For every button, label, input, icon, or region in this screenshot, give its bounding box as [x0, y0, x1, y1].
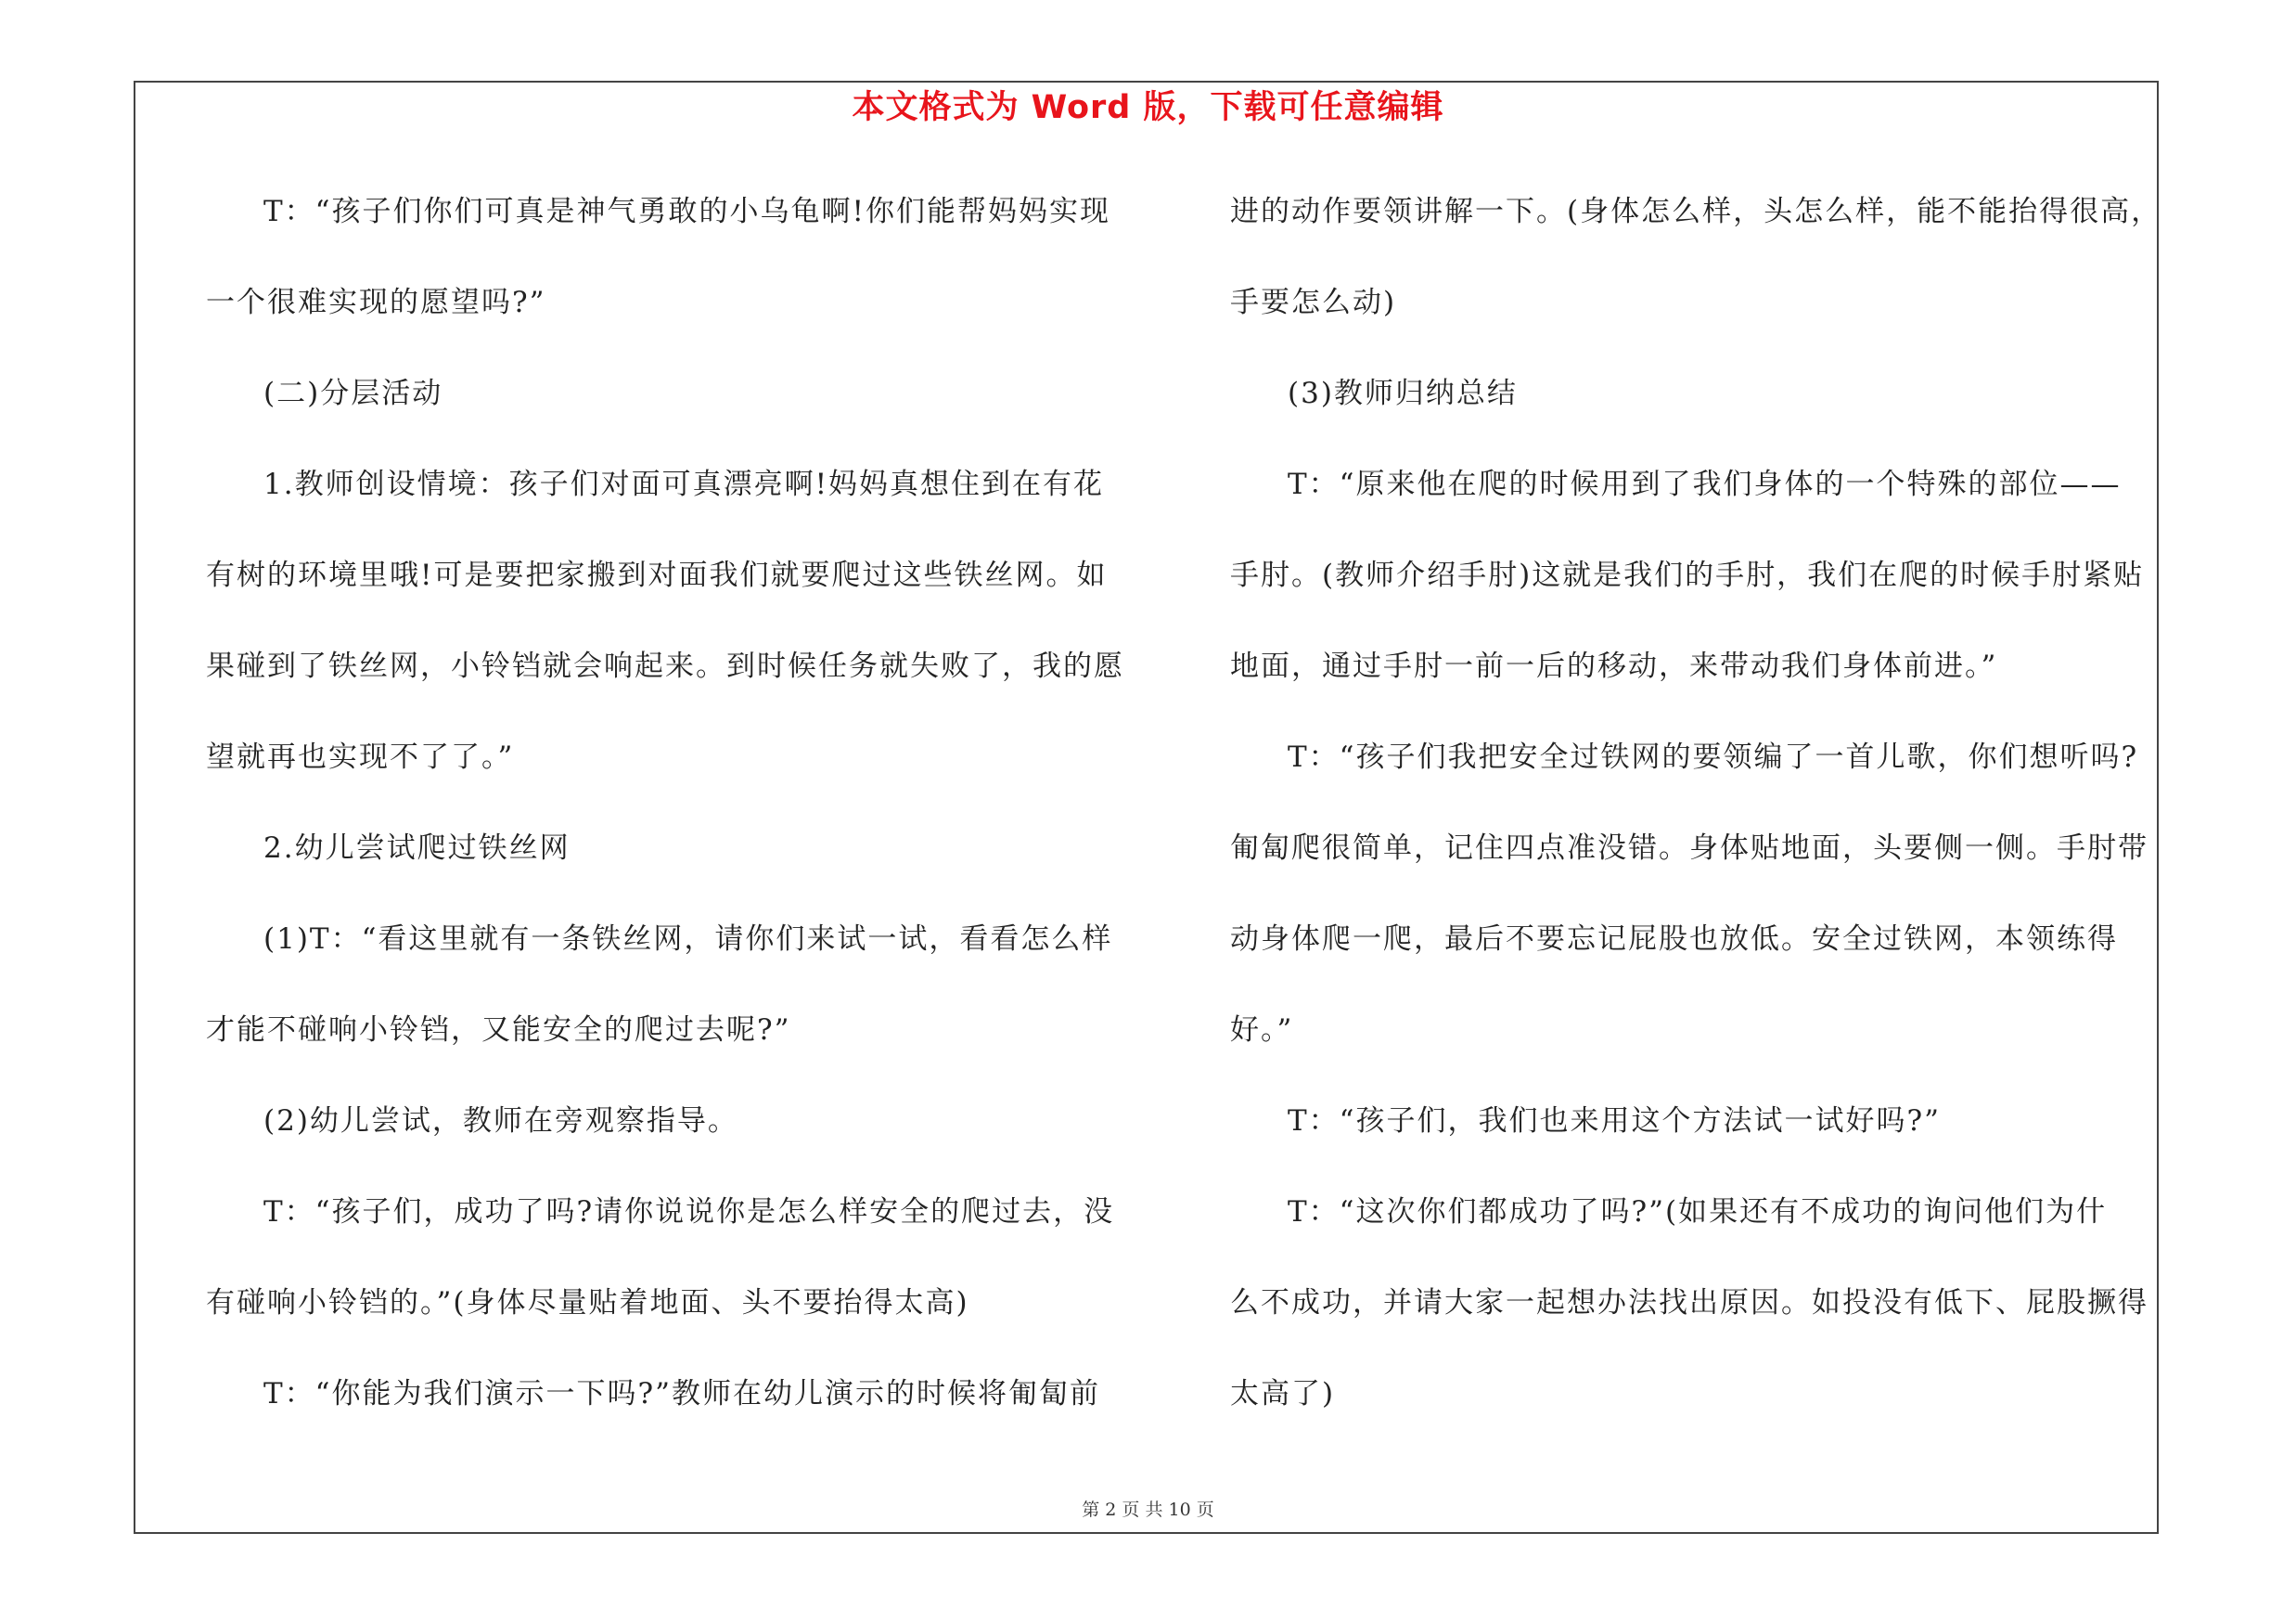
text-line: 地面，通过手肘一前一后的移动，来带动我们身体前进。” — [1230, 650, 1998, 683]
text-line: 一个很难实现的愿望吗?” — [206, 286, 546, 319]
text-line: T：“原来他在爬的时候用到了我们身体的一个特殊的部位—— — [1288, 468, 2122, 501]
text-line: 进的动作要领讲解一下。(身体怎么样，头怎么样，能不能抬得很高， — [1230, 195, 2162, 228]
text-line: T：“孩子们，我们也来用这个方法试一试好吗?” — [1288, 1104, 1941, 1138]
text-line: 有碰响小铃铛的。”(身体尽量贴着地面、头不要抬得太高) — [206, 1286, 969, 1320]
text-line: 好。” — [1230, 1013, 1294, 1047]
text-line: T：“孩子们，成功了吗?请你说说你是怎么样安全的爬过去，没 — [263, 1195, 1115, 1229]
left-column — [206, 184, 1134, 1457]
text-line: T：“这次你们都成功了吗?”(如果还有不成功的询问他们为什 — [1288, 1195, 2108, 1229]
document-header: 本文格式为 Word 版，下载可任意编辑 — [852, 89, 1444, 126]
text-line: T：“孩子们你们可真是神气勇敢的小乌龟啊!你们能帮妈妈实现 — [263, 195, 1110, 228]
right-column — [1230, 184, 2162, 1457]
text-line: 手肘。(教师介绍手肘)这就是我们的手肘，我们在爬的时候手肘紧贴 — [1230, 559, 2145, 592]
text-line: 望就再也实现不了了。” — [206, 741, 515, 774]
text-line: 动身体爬一爬，最后不要忘记屁股也放低。安全过铁网，本领练得 — [1230, 922, 2118, 956]
text-line: (1)T：“看这里就有一条铁丝网，请你们来试一试，看看怎么样 — [263, 922, 1113, 956]
text-line: 有树的环境里哦!可是要把家搬到对面我们就要爬过这些铁丝网。如 — [206, 559, 1108, 592]
text-line: (二)分层活动 — [263, 377, 443, 410]
text-line: 手要怎么动) — [1230, 286, 1397, 319]
text-line: T：“你能为我们演示一下吗?”教师在幼儿演示的时候将匍匐前 — [263, 1377, 1100, 1410]
text-line: 果碰到了铁丝网，小铃铛就会响起来。到时候任务就失败了，我的愿 — [206, 650, 1124, 683]
text-line: T：“孩子们我把安全过铁网的要领编了一首儿歌，你们想听吗? — [1288, 741, 2139, 774]
text-line: (2)幼儿尝试，教师在旁观察指导。 — [263, 1104, 738, 1138]
text-line: 1.教师创设情境：孩子们对面可真漂亮啊!妈妈真想住到在有花 — [263, 468, 1105, 501]
text-line: 匍匐爬很简单，记住四点准没错。身体贴地面，头要侧一侧。手肘带 — [1230, 831, 2148, 865]
text-line: 才能不碰响小铃铛，又能安全的爬过去呢?” — [206, 1013, 791, 1047]
text-line: 2.幼儿尝试爬过铁丝网 — [263, 831, 571, 865]
text-line: 么不成功，并请大家一起想办法找出原因。如投没有低下、屁股撅得 — [1230, 1286, 2148, 1320]
page-number: 第 2 页 共 10 页 — [1082, 1500, 1214, 1520]
text-line: 太高了) — [1230, 1377, 1336, 1410]
text-line: (3)教师归纳总结 — [1288, 377, 1518, 410]
